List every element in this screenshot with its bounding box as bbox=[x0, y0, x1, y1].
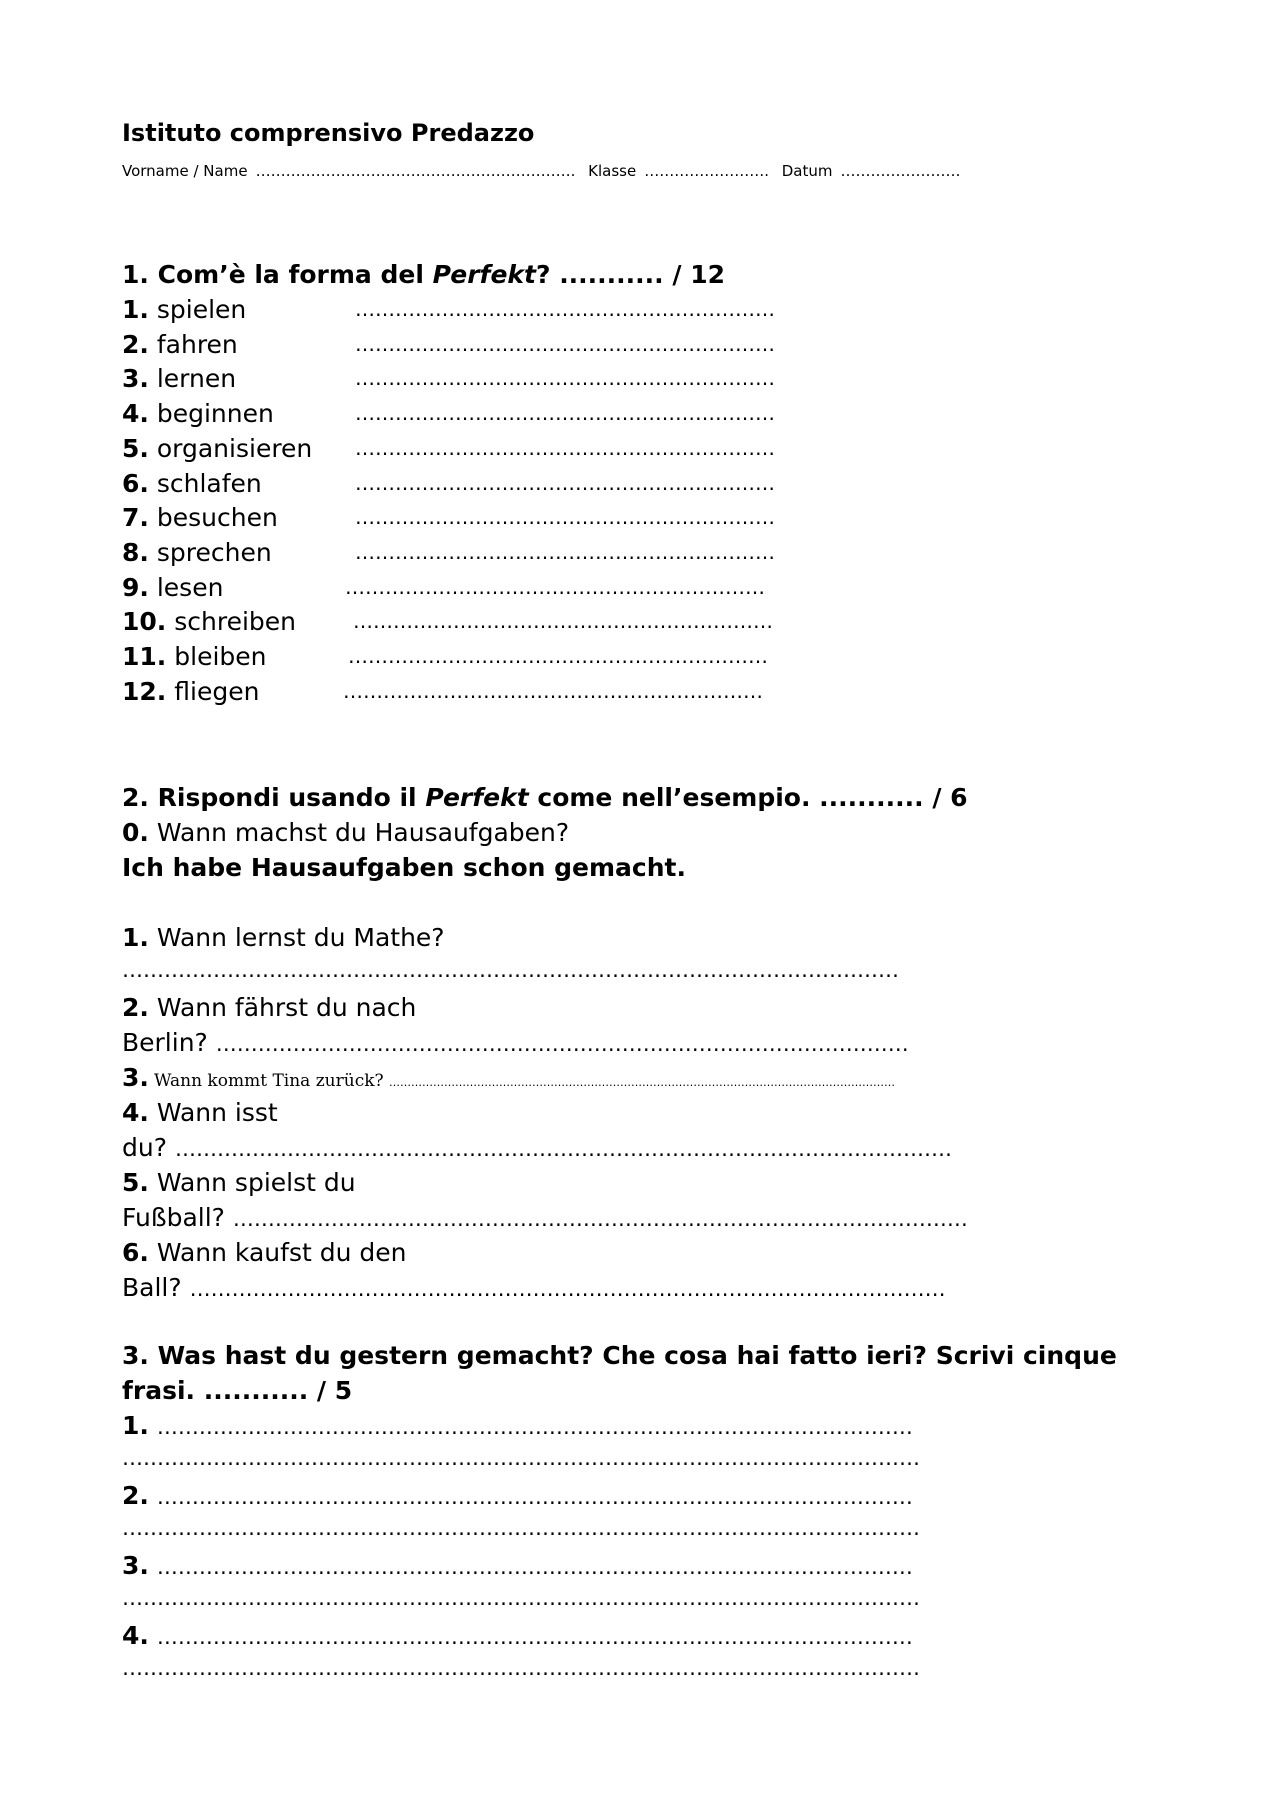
section-1-title-em: Perfekt bbox=[432, 260, 536, 289]
verb-row bbox=[122, 330, 238, 359]
question-6-text-cont: Ball? bbox=[122, 1273, 190, 1302]
question-1 bbox=[122, 923, 445, 952]
answer-1-line[interactable]: ………………………………………………………………………………………………… bbox=[122, 958, 899, 982]
sentence-line-a[interactable]: ……………………………………………………………………………………………… bbox=[156, 1555, 913, 1579]
name-label: Vorname / Name bbox=[122, 162, 248, 180]
question-2-cont bbox=[122, 1028, 909, 1057]
answer-3-line[interactable]: ………………………………………………………………………………………………………………………… bbox=[389, 1076, 896, 1089]
verb-number: 9. bbox=[122, 572, 149, 602]
verb-answer-line[interactable]: ……………………………………………………… bbox=[343, 678, 763, 703]
verb-number: 6. bbox=[122, 468, 149, 498]
sentence-row bbox=[122, 1621, 913, 1650]
verb-number: 7. bbox=[122, 503, 149, 533]
verb-answer-line[interactable]: ……………………………………………………… bbox=[355, 505, 775, 530]
verb-answer-line[interactable]: ……………………………………………………… bbox=[348, 644, 768, 668]
question-6-cont bbox=[122, 1273, 946, 1302]
section-1-title-score: ? ........... / 12 bbox=[535, 260, 725, 289]
verb-infinitive: lernen bbox=[156, 364, 237, 394]
question-2-text: Wann fährst du nach bbox=[156, 993, 417, 1022]
verb-row bbox=[122, 469, 262, 498]
verb-number: 10. bbox=[122, 607, 167, 637]
verb-answer-line[interactable]: ……………………………………………………… bbox=[355, 297, 775, 321]
verb-answer-line[interactable]: ……………………………………………………… bbox=[355, 366, 775, 391]
sentence-number: 4. bbox=[122, 1621, 149, 1650]
example-number: 0. bbox=[122, 818, 149, 847]
verb-row bbox=[122, 295, 246, 324]
verb-row bbox=[122, 503, 278, 532]
verb-answer-line[interactable]: ……………………………………………………… bbox=[345, 574, 765, 599]
section-1-title-text: Com’è la forma del bbox=[157, 260, 433, 289]
name-dots: ………………………………………………………. bbox=[255, 162, 576, 180]
verb-answer-line[interactable]: ……………………………………………………… bbox=[355, 401, 775, 426]
question-4-text-cont: du? bbox=[122, 1133, 175, 1162]
verb-number: 12. bbox=[122, 676, 167, 706]
verb-answer-line[interactable]: ……………………………………………………… bbox=[355, 435, 775, 460]
question-4-number: 4. bbox=[122, 1098, 149, 1127]
verb-infinitive: beginnen bbox=[156, 399, 274, 429]
verb-infinitive: schlafen bbox=[156, 468, 262, 498]
sentence-row bbox=[122, 1411, 913, 1440]
verb-row bbox=[122, 538, 272, 567]
school-title: Istituto comprensivo Predazzo bbox=[122, 119, 535, 147]
sentence-row bbox=[122, 1481, 913, 1510]
class-dots: ……………………. bbox=[644, 162, 769, 180]
section-2-title-em: Perfekt bbox=[425, 783, 529, 812]
answer-5-line[interactable]: …………………………………………………………………………………………… bbox=[232, 1207, 968, 1231]
answer-2-line[interactable]: ……………………………………………………………………………………… bbox=[215, 1032, 909, 1056]
question-4 bbox=[122, 1098, 278, 1127]
sentence-line-b[interactable]: …………………………………………………………………………………………………… bbox=[122, 1586, 920, 1610]
verb-number: 8. bbox=[122, 537, 149, 567]
sentence-number: 3. bbox=[122, 1551, 149, 1580]
question-6-number: 6. bbox=[122, 1238, 149, 1267]
verb-number: 3. bbox=[122, 364, 149, 394]
answer-6-line[interactable]: ……………………………………………………………………………………………… bbox=[189, 1277, 946, 1301]
sentence-number: 2. bbox=[122, 1481, 149, 1510]
question-6 bbox=[122, 1238, 406, 1267]
question-3-number: 3. bbox=[122, 1063, 149, 1092]
sentence-line-b[interactable]: …………………………………………………………………………………………………… bbox=[122, 1446, 920, 1470]
verb-number: 11. bbox=[122, 642, 167, 671]
sentence-number: 1. bbox=[122, 1411, 149, 1440]
verb-infinitive: besuchen bbox=[156, 503, 278, 533]
example-question bbox=[122, 818, 569, 847]
verb-infinitive: sprechen bbox=[156, 537, 272, 567]
verb-row bbox=[122, 399, 274, 428]
question-1-text: Wann lernst du Mathe? bbox=[156, 923, 445, 952]
verb-row bbox=[122, 677, 259, 706]
question-5-text: Wann spielst du bbox=[156, 1168, 356, 1197]
verb-infinitive: fahren bbox=[156, 329, 238, 359]
verb-infinitive: lesen bbox=[156, 572, 224, 602]
verb-infinitive: bleiben bbox=[174, 642, 267, 671]
question-4-text: Wann isst bbox=[156, 1098, 278, 1127]
date-label: Datum bbox=[781, 162, 833, 180]
verb-answer-line[interactable]: ……………………………………………………… bbox=[355, 539, 775, 564]
student-info-line bbox=[122, 162, 969, 180]
verb-number: 5. bbox=[122, 433, 149, 463]
section-2-title-text: Rispondi usando il bbox=[157, 783, 426, 812]
sentence-row bbox=[122, 1551, 913, 1580]
section-3-title-line-2: frasi. ........... / 5 bbox=[122, 1376, 353, 1405]
question-5 bbox=[122, 1168, 356, 1197]
question-4-cont bbox=[122, 1133, 952, 1162]
question-3 bbox=[122, 1063, 895, 1092]
verb-answer-line[interactable]: ……………………………………………………… bbox=[355, 470, 775, 495]
question-6-text: Wann kaufst du den bbox=[156, 1238, 407, 1267]
section-2-title bbox=[122, 783, 968, 812]
verb-infinitive: fliegen bbox=[174, 676, 260, 706]
verb-row bbox=[122, 642, 267, 671]
section-2-number: 2. bbox=[122, 783, 149, 812]
section-1-title bbox=[122, 260, 725, 289]
question-3-text: Wann kommt Tina zurück? bbox=[154, 1071, 390, 1091]
sentence-line-b[interactable]: …………………………………………………………………………………………………… bbox=[122, 1516, 920, 1540]
verb-infinitive: schreiben bbox=[174, 607, 297, 637]
sentence-line-a[interactable]: ……………………………………………………………………………………………… bbox=[156, 1485, 913, 1509]
question-5-cont bbox=[122, 1203, 968, 1232]
verb-infinitive: organisieren bbox=[156, 433, 313, 463]
section-1-number: 1. bbox=[122, 260, 149, 289]
answer-4-line[interactable]: ………………………………………………………………………………………………… bbox=[174, 1137, 952, 1161]
verb-row bbox=[122, 573, 223, 602]
sentence-line-b[interactable]: …………………………………………………………………………………………………… bbox=[122, 1656, 920, 1680]
verb-number: 1. bbox=[122, 295, 149, 324]
verb-row bbox=[122, 607, 296, 636]
verb-row bbox=[122, 364, 236, 393]
question-1-number: 1. bbox=[122, 923, 149, 952]
example-answer: Ich habe Hausaufgaben schon gemacht. bbox=[122, 853, 686, 882]
question-2-text-cont: Berlin? bbox=[122, 1028, 216, 1057]
verb-number: 4. bbox=[122, 399, 149, 429]
section-2-title-score: come nell’esempio. ........... / 6 bbox=[528, 783, 968, 812]
section-3-title-line-1: 3. Was hast du gestern gemacht? Che cosa hai fatto ieri? Scrivi cinque bbox=[122, 1341, 1117, 1370]
sentence-line-a[interactable]: ……………………………………………………………………………………………… bbox=[156, 1415, 913, 1439]
date-dots: …………………… bbox=[840, 162, 961, 180]
verb-row bbox=[122, 434, 312, 463]
verb-infinitive: spielen bbox=[156, 295, 247, 324]
question-5-number: 5. bbox=[122, 1168, 149, 1197]
question-2 bbox=[122, 993, 416, 1022]
question-2-number: 2. bbox=[122, 993, 149, 1022]
verb-answer-line[interactable]: ……………………………………………………… bbox=[353, 609, 773, 634]
verb-answer-line[interactable]: ……………………………………………………… bbox=[355, 331, 775, 356]
verb-number: 2. bbox=[122, 329, 149, 359]
sentence-line-a[interactable]: ……………………………………………………………………………………………… bbox=[156, 1625, 913, 1649]
example-question-text: Wann machst du Hausaufgaben? bbox=[156, 818, 570, 847]
class-label: Klasse bbox=[588, 162, 637, 180]
question-5-text-cont: Fußball? bbox=[122, 1203, 233, 1232]
